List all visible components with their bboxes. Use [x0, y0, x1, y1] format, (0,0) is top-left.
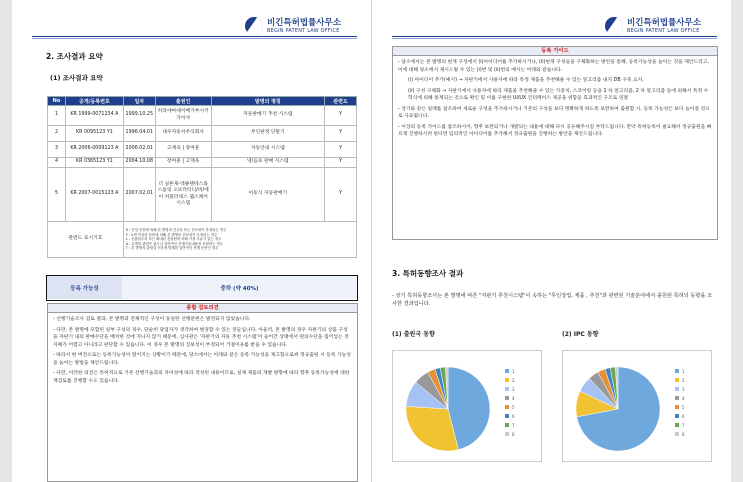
- legend-label: 7: [512, 423, 515, 428]
- cell-title: 자동판매기 추천 시스템: [211, 106, 325, 126]
- chart1-container: [392, 350, 542, 462]
- brand-name-kr: 비긴특허법률사무소: [627, 18, 701, 28]
- opinion-body: [48, 313, 357, 391]
- chart1-pie: [393, 351, 543, 463]
- cell-number: KR 1999-0071234 A: [65, 106, 123, 126]
- legend-swatch: [675, 396, 679, 400]
- opinion-box: [47, 303, 358, 482]
- legend-swatch: [505, 423, 509, 427]
- cell-date: 1996.04.01: [123, 126, 155, 142]
- header-rule-thin: [392, 38, 717, 39]
- header-rule-thin: [32, 38, 357, 39]
- guide-paragraph: - 상기와 같은 일례를 참조하여 새로운 구성을 추가하시거나 기존의 구성을 보다 명확하게 하도록 보완하여 출원할 시, 등록 가능성은 보다 높아질 것으로 사료됩니다.: [398, 106, 710, 119]
- legend-line: Y : 2개 이상의 문헌에 의해 본 발명의 진보성이 부정되는 경우: [125, 232, 218, 237]
- legend-swatch: [675, 369, 679, 373]
- cell-rel: Y: [325, 126, 357, 142]
- legend-swatch: [505, 414, 509, 418]
- chart2-pie: [563, 351, 713, 463]
- legend-swatch: [505, 396, 509, 400]
- legend-label: 3: [512, 387, 515, 392]
- legend-label: 4: [682, 396, 685, 401]
- table-row: [48, 168, 357, 222]
- section-title: 2. 조사결과 요약: [46, 52, 103, 61]
- legend-line: T : 본 발명의 출원일 이후에 발행된 일반적인 선행 문헌인 경우: [125, 246, 219, 251]
- table-row: [48, 142, 357, 158]
- cell-number: KR 0095123 Y1: [65, 126, 123, 142]
- legend-swatch: [505, 369, 509, 373]
- cell-rel: Y: [325, 142, 357, 158]
- guide-paragraph: - 이상의 등록 가이드를 참조하시어, 향후 보완되거나 개발되는 내용에 대해 다시 공유해주시길 부탁드립니다. 만약 특허등록이 필요해서 정규출원을 빠르게 진행하시려 한다면 임의적인 아이디어를 추가해서 정규출원을 진행하는 방안을 제안드립니다.: [398, 124, 712, 137]
- legend-label: 6: [512, 414, 515, 419]
- cell-title: 무인판정 단말기: [211, 126, 325, 142]
- cell-no: 4: [48, 158, 66, 168]
- cell-rel: Y: [325, 106, 357, 126]
- chart2-title: (2) IPC 동향: [562, 331, 599, 338]
- guide-header: 등록 가이드: [393, 47, 717, 56]
- grade-label: 등록 가능성: [47, 276, 122, 299]
- chart2-container: [562, 350, 712, 462]
- cell-rel: Y: [325, 158, 357, 168]
- legend-label: 2: [682, 378, 685, 383]
- col-header: 발명의 명칭: [211, 97, 325, 106]
- opinion-paragraph: - 다만, 이러한 의견은 특허적으로 기존 선행기술과의 차이성에 따라 작성된 내용이므로, 실제 제품의 개발 방향에 따라 향후 등록가능성에 대한 재검토를 진행할 수도 있습니다.: [53, 371, 350, 384]
- legend-label: 4: [512, 396, 515, 401]
- cell-title: 냉/음료 판매 시스템: [211, 158, 325, 168]
- document-page-left: [12, 0, 371, 482]
- legend-label: 관련도 표시기호: [48, 222, 124, 258]
- legend-swatch: [505, 378, 509, 382]
- cell-number: KR 2006-0009123 A: [65, 142, 123, 158]
- legend-swatch: [675, 387, 679, 391]
- legend-label: 7: [682, 423, 685, 428]
- guide-paragraph: - 당소에서는 본 발명의 현재 구성에서 (i)아이디어를 추가하시거나, (ii)현재 구성들을 구체화하는 방안을 통해, 등록가능성을 높이는 것을 제안드리고, 이에 대해 당소에서 제시드릴 수 있는 (i)번 및 (ii)번의 예시는 아래와 같습니다.: [398, 60, 709, 73]
- cell-date: 2007.02.01: [123, 168, 155, 222]
- section3-title: 3. 특허동향조사 결과: [392, 269, 464, 278]
- col-header: 공개/등록번호: [65, 97, 123, 106]
- cell-no: 2: [48, 126, 66, 142]
- legend-swatch: [505, 405, 509, 409]
- legend-swatch: [675, 432, 679, 436]
- brand-logo: [605, 16, 717, 38]
- header-rule: [392, 36, 717, 37]
- col-header: 일자: [123, 97, 155, 106]
- legend-text: [123, 222, 356, 258]
- opinion-paragraph: - 선행기술조사 검토 결과, 본 발명과 전체적인 구성이 동일한 선행문헌은 발견되지 않았습니다.: [53, 317, 251, 322]
- grade-value: 중하 (약 40%): [122, 276, 357, 299]
- sub-title: (1) 조사결과 요약: [50, 74, 103, 82]
- cell-date: 2006.02.01: [123, 142, 155, 158]
- legend-swatch: [675, 414, 679, 418]
- col-header: 출원인: [155, 97, 211, 106]
- logo-mark-icon: [245, 17, 263, 35]
- registration-possibility-box: [46, 275, 358, 301]
- guide-box: [392, 46, 718, 240]
- legend-label: 3: [682, 387, 685, 392]
- brand-logo: [245, 16, 357, 38]
- opinion-paragraph: - 따라서 현 버전으로는 등록가능성이 떨어지는 상황이기 때문에, 당소에서는 아래와 같은 등록 가능성을 제고함으로써 정규출원 시 등록 가능성을 높이는 방법을 제안드립니다.: [53, 353, 351, 366]
- table-row: [48, 106, 357, 126]
- document-page-right: [372, 0, 731, 482]
- cell-date: 2004.10.08: [123, 158, 155, 168]
- cell-no: 1: [48, 106, 66, 126]
- legend-label: 5: [512, 405, 515, 410]
- header-rule: [32, 36, 357, 37]
- legend-label: 1: [512, 369, 515, 374]
- logo-mark-icon: [605, 17, 623, 35]
- cell-applicant: 장여훈 | 고재욱: [155, 158, 211, 168]
- cell-applicant: 대우자동차주식회사: [155, 126, 211, 142]
- guide-item-ii: (ii) 구성 구체화 → 자판기에서 사용자에 따라 제품을 추천해줄 수 있는 가중치, 스코어링 등을 1 차 알고리즘, 2 차 알고리즘 등에 의해서 특정 수학식에 의해 통계되는 것으로 확인 및 이를 구현한 UI/UX 인터페이스 제공을 위함을 효과적인 구조로 연결: [408, 88, 709, 101]
- legend-swatch: [675, 405, 679, 409]
- legend-swatch: [675, 378, 679, 382]
- legend-label: 6: [682, 414, 685, 419]
- legend-swatch: [505, 387, 509, 391]
- brand-name-kr: 비긴특허법률사무소: [267, 18, 341, 28]
- legend-label: 8: [512, 432, 515, 437]
- section3-text: - 상기 특허동향조사는 본 발명에 따른 "자판기 추천시스템"이 속하는 "무인장업, 제품 , 추천"과 관련된 기술분야에서 출원된 특허의 동향을 조사한 결과입니다.: [392, 293, 713, 307]
- chart1-title: (1) 출원국 동향: [392, 331, 435, 338]
- legend-label: 1: [682, 369, 685, 374]
- cell-applicant: 고재욱 | 장여훈: [155, 142, 211, 158]
- legend-label: 8: [682, 432, 685, 437]
- brand-name-en: BEGIN PATENT LAW OFFICE: [267, 28, 340, 34]
- table-header-row: [48, 97, 357, 106]
- cell-applicant: 히라야마세이베가부시키가이샤: [155, 106, 211, 126]
- cell-number: KR 2007-0015123 A: [65, 168, 123, 222]
- legend-line: X : 단일 문헌에 의해 본 발명의 신규성 또는 진보성이 부정되는 경우: [125, 228, 227, 233]
- guide-body: [393, 56, 717, 145]
- cell-date: 1999.10.25: [123, 106, 155, 126]
- legend-label: 5: [682, 405, 685, 410]
- cell-no: 5: [48, 168, 66, 222]
- col-header: 관련도: [325, 97, 357, 106]
- col-header: No: [48, 97, 66, 106]
- legend-line: A : 특별한 관련은 없으나 일반적인 선행기술내용을 포함하는 경우: [125, 241, 224, 246]
- cell-title: 이동식 자동판매기: [211, 168, 325, 222]
- cell-applicant: 더 실론제-엑클랜테스와스틀링 오브러티디/비/에이 커플러네스 웰스케어 시스템: [155, 168, 211, 222]
- table-row: [48, 126, 357, 142]
- opinion-paragraph: - 다만, 본 발명에 포함된 일부 구성의 경우, 단순히 당업자가 생각하여 변경할 수 있는 것들입니다. 아울러, 본 발명의 경우 자판기의 상품 구성을 자판기 내의 판매수단을 배치한 것에 지나지 않기 때문에, 심사관은 '자판기의 자동 추천 시스템'이 들어간 상태에서 편의수단을 집어넣는 것 자체가 어렵고 아니라고 판단할 수 있습니다. 이 경우 본 발명의 진보성이 부정되어 거절이유를 받을 수 있습니다.: [53, 327, 349, 348]
- results-table: [47, 96, 357, 258]
- table-row: [48, 158, 357, 168]
- legend-line: L : 선출원주의 또는 확대된 선출원에 의해 거절 사유가 있는 경우: [125, 237, 222, 242]
- cell-number: KR 0365123 Y1: [65, 158, 123, 168]
- opinion-header: 종합 검토의견: [48, 304, 357, 313]
- cell-rel: Y: [325, 168, 357, 222]
- legend-swatch: [675, 423, 679, 427]
- brand-name-en: BEGIN PATENT LAW OFFICE: [627, 28, 700, 34]
- legend-row: [48, 222, 357, 258]
- legend-label: 2: [512, 378, 515, 383]
- cell-title: 자동안내 시스템: [211, 142, 325, 158]
- guide-item-i: (i) 아이디어 추가(예시) → 자판기에서 사용자에 따라 특정 제품을 추천해줄 수 있는 알고리즘 내지 DB 구축 요지.: [408, 78, 644, 83]
- legend-swatch: [505, 432, 509, 436]
- cell-no: 3: [48, 142, 66, 158]
